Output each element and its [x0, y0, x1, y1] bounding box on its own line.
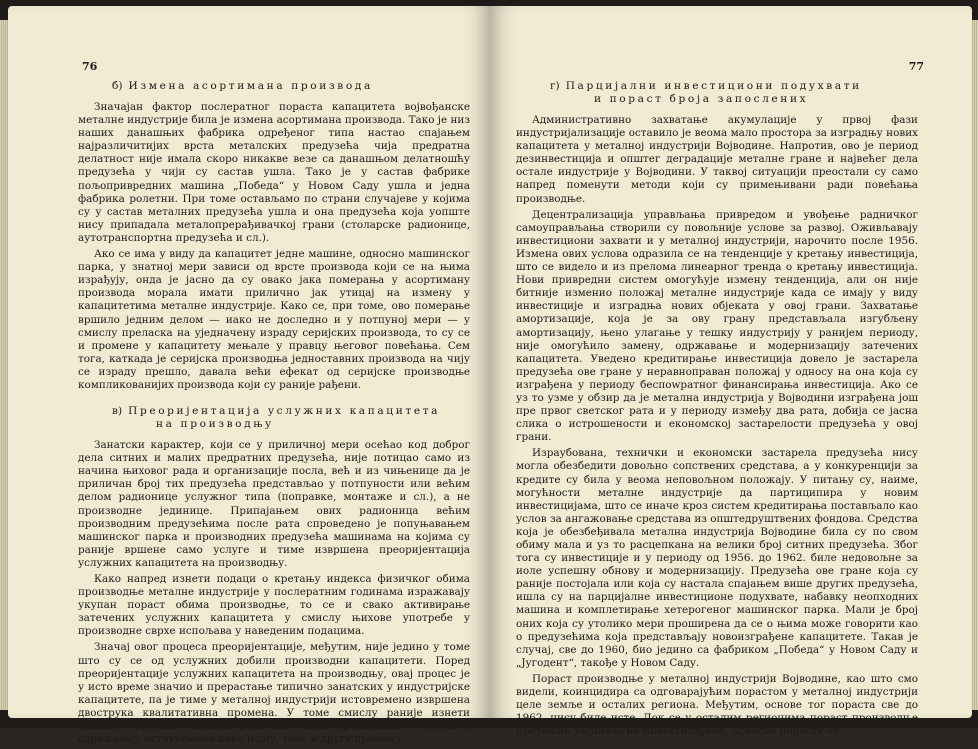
right-page-content [516, 80, 918, 741]
section-title-b: Измена асортимана производа [128, 80, 373, 92]
section-heading-b [78, 80, 470, 93]
paragraph: Значајан фактор послератног пораста капацитета војвођанске металне индустрије била је измена асортимана производа. Тако је низ наших данашњих фабрика одређеног типа настао спајањем најразличитијих врста металских предузећа чија предратна делатност није имала скоро никакве везе са данашњом делатношћу предузећа у чији су састав ушла. Тако је у састав фабрике пољопривредних машина „Победа“ у Новом Саду ушла и једна фабрика ролетни. При томе остављамо по страни случајеве у којима су у састав металних предузећа ушла и она предузећа која уопште нису припадала металопрерађивачкој грани (столарске радионице, аутотранспортна предузећа и сл.). [78, 101, 470, 244]
section-heading-v [78, 405, 470, 431]
left-page [8, 6, 490, 746]
page-edges-right [972, 20, 978, 710]
page-number-left: 76 [82, 60, 98, 73]
paragraph: Пораст производње у металној индустрији Војводине, као што смо видели, коинцидира са одговарајућим порастом у металној индустрији целе земље и осталих региона. Међутим, основе тог пораста све до 1962. нису биле исте. Док се у осталим регионима пораст производње претежно заснивао на инвестицијама, односно порасту ос- [516, 672, 918, 738]
paragraph: Децентрализација управљања привредом и увођење радничког самоуправљања створили су повољније услове за развој. Оживљавају инвестициони захвати и у металној индустрији, нарочито после 1956. Измена ових услова одразила се на тенденције у кретању инвестиција, што се видело и из прелома линеарног тренда о кретању инвестиција. Нови привредни систем омогућује измену тенденција, али он није битније изменио положај металне индустрије када се имају у виду инвестиције и изградња нових објеката у овој грани. Захватање амортизације, која је за ову грану представљала изгубљену амортизацију, њено улагање у тешку индустрију у ранијем периоду, није омогућило замену, одржавање и модернизацију затечених капацитета. Уведено кредитирање инвестиција довело је застарела предузећа ове гране у неравноправан положај у односу на она која су изграђена у периоду беспowратног финансирања инвестиција. Ако се уз то узме у обзир да је метална индустрија у Војводини изграђена још пре првог светског рата и у периоду између два рата, добија се јасна слика о истрошености и економској застарелости предузећа у овој грани. [516, 208, 918, 444]
paragraph: Значај овог процеса преоријентације, међутим, није једино у томе што су се од услужних добили производни капацитети. Поред преоријентације услужних капацитета на производњу, овај процес је у исто време значио и прерастање типично занатских у индустријске капацитете, па је тиме у металној индустрији истовремено извршена двострука квалитативна промена. У томе смислу раније изнети подаци о кретању индекса физичког обима производње у табели 5 одражавају истовремено како једну, тако и другу промену. [78, 641, 470, 746]
section-title-v-line2: на производњу [156, 418, 274, 431]
section-title-g-line1: Парцијални инвестициони подухвати [565, 80, 862, 92]
section-title-v-line1: Преоријентација услужних капацитета [128, 405, 441, 418]
paragraph: Ако се има у виду да капацитет једне машине, односно машинског парка, у знатној мери зависи од врсте производа који се на њима израђују, онда је јасно да су овако јака померања у асортиману производа морала имати прилично јак утицај на измену у капацитетима металне индустрије. Како се, при томе, ово померање вршило једним делом — иако не доследно и у потпуној мери — у смислу преласка на уједначену израду серијских производа, то су се и промене у капацитету мењале у правцу његовог повећања. Сем тога, каткада је серијска производња једноставних производа на чију се израду прешло, давала већи ефекат од серијске производње компликованијих производа који су раније рађени. [78, 248, 470, 391]
right-page [490, 6, 972, 738]
section-heading-g [516, 80, 918, 106]
section-label-b: б) [112, 80, 123, 92]
paragraph: Како напред изнети подаци о кретању индекса физичког обима производње металне индустрије у послератним годинама изражавају укупан пораст обима производње, то се и свако активирање затечених услужних капацитета у смислу њихове употребе у производне сврхе испољава у наведеним подацима. [78, 573, 470, 638]
paragraph: Израубована, технички и економски застарела предузећа нису могла обезбедити довољно сопствених средстава, а у конкуренцији за кредите су била у веома неповољном положају. У питању су, наиме, могућности металне индустрије да партиципира у новим инвестицијама, што се иначе кроз систем кредитирања постављало као услов за ангажовање средстава из општедруштвених фондова. Средства која је обезбеђивала метална индустрија Војводине била су по свом обиму мала и уз то расцепкана на велики број ситних предузећа. Због тога су инвестиције и у периоду од 1956. до 1962. биле недовољне за иоле успешну обнову и модернизацију. Предузећа ове гране која су раније постојала или која су настала спајањем више других предузећа, ишла су на парцијалне инвестиционе подухвате, набавку неопходних машина и комплетирање хетерогеног машинског парка. Мали је број оних која су утолико мери проширена да се о њима може говорити као о предузећима која представљају новоизграђене капацитете. Такав је случај, све до 1960, био једино са фабриком „Победа“ у Новом Саду и „Југодент“, такође у Новом Саду. [516, 447, 918, 669]
section-label-g: г) [550, 80, 560, 92]
page-number-right: 77 [908, 60, 924, 73]
section-label-v: в) [112, 405, 123, 418]
paragraph: Занатски карактер, који се у приличној мери осећао код доброг дела ситних и малих предратних предузећа, није потицао само из начина њиховог рада и организације посла, већ и из чињенице да је приличан број тих предузећа представљао у потпуности или већим делом радионице услужног типа (поправке, монтаже и сл.), а не производне јединице. Припајањем ових радионица већим производним предузећима после рата спроведено је попуњавањем машинског парка и производних предузећа машинама на којима су раније вршене само услуге и тиме извршена преоријентација услужних капацитета на производњу. [78, 439, 470, 569]
section-title-g-line2: и пораст броја запослених [594, 93, 809, 105]
paragraph: Административно захватање акумулације у првој фази индустријализације оставило је веома мало простора за изградњу нових капацитета у металној индустрији Војводине. Напротив, ово је период дезинвестиција и општег деградације металне гране и највећег дела остале индустрије у Војводини. У таквој ситуацији преостали су само напред поменути методи који су примењивани ради повећања производње. [516, 114, 918, 205]
page-edges-left [0, 20, 8, 710]
left-page-content [78, 80, 470, 749]
